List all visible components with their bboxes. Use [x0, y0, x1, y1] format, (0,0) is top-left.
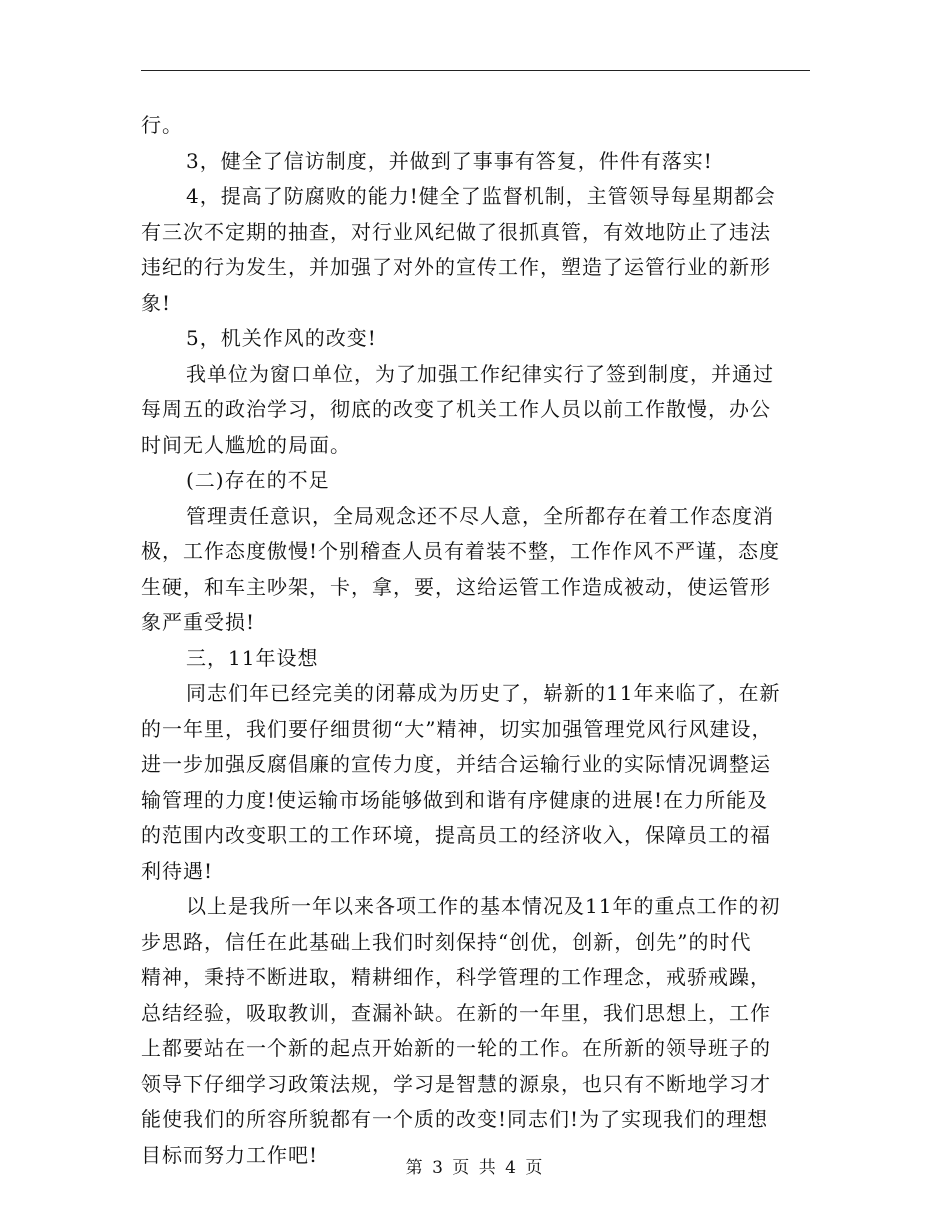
text-line: 领导下仔细学习政策法规，学习是智慧的源泉，也只有不断地学习才: [141, 1071, 771, 1096]
text-line: 管理责任意识，全局观念还不尽人意，全所都存在着工作态度消: [186, 503, 774, 528]
text-line: 输管理的力度!使运输市场能够做到和谐有序健康的进展!在力所能及: [141, 787, 769, 812]
text-line: 违纪的行为发生，并加强了对外的宣传工作，塑造了运管行业的新形: [141, 255, 771, 279]
text-line: 同志们年已经完美的闭幕成为历史了，崭新的11年来临了，在新: [186, 681, 781, 705]
text-line: 三，11年设想: [186, 645, 319, 670]
text-line: 我单位为窗口单位，为了加强工作纪律实行了签到制度，并通过: [186, 361, 774, 386]
text-line: 精神，秉持不断进取，精耕细作，科学管理的工作理念，戒骄戒躁，: [141, 965, 771, 989]
text-line: 目标而努力工作吧!: [141, 1142, 319, 1167]
text-line: 进一步加强反腐倡廉的宣传力度，并结合运输行业的实际情况调整运: [141, 752, 771, 776]
text-line: 总结经验，吸取教训，查漏补缺。在新的一年里，我们思想上，工作: [141, 1000, 771, 1025]
text-line: 每周五的政治学习，彻底的改变了机关工作人员以前工作散慢，办公: [141, 397, 771, 421]
text-line: 步思路，信任在此基础上我们时刻保持“创优，创新，创先”的时代: [141, 929, 752, 954]
text-line: 的一年里，我们要仔细贯彻“大”精神，切实加强管理党风行风建设，: [141, 716, 773, 741]
text-line: 的范围内改变职工的工作环境，提高员工的经济收入，保障员工的福: [141, 823, 771, 847]
text-line: (二)存在的不足: [186, 468, 330, 492]
text-line: 象!: [141, 290, 172, 315]
text-line: 时间无人尴尬的局面。: [141, 432, 351, 457]
text-line: 3，健全了信访制度，并做到了事事有答复，件件有落实!: [186, 148, 713, 173]
header-rule: [141, 70, 810, 71]
text-line: 5，机关作风的改变!: [186, 326, 377, 350]
text-line: 行。: [141, 113, 183, 137]
text-line: 利待遇!: [141, 858, 214, 883]
text-line: 有三次不定期的抽查，对行业风纪做了很抓真管，有效地防止了违法: [141, 219, 771, 244]
text-line: 4，提高了防腐败的能力!健全了监督机制，主管领导每星期都会: [186, 184, 776, 208]
body-text: [141, 108, 810, 1173]
text-line: 生硬，和车主吵架，卡，拿，要，这给运管工作造成被动，使运管形: [141, 574, 771, 599]
text-line: 以上是我所一年以来各项工作的基本情况及11年的重点工作的初: [186, 894, 781, 918]
text-line: 能使我们的所容所貌都有一个质的改变!同志们!为了实现我们的理想: [141, 1107, 769, 1131]
page-footer: 第 3 页 共 4 页: [405, 1158, 545, 1178]
text-line: 象严重受损!: [141, 610, 256, 634]
text-line: 上都要站在一个新的起点开始新的一轮的工作。在所新的领导班子的: [141, 1036, 771, 1060]
text-line: 极，工作态度傲慢!个别稽查人员有着装不整，工作作风不严谨，态度: [141, 539, 781, 563]
